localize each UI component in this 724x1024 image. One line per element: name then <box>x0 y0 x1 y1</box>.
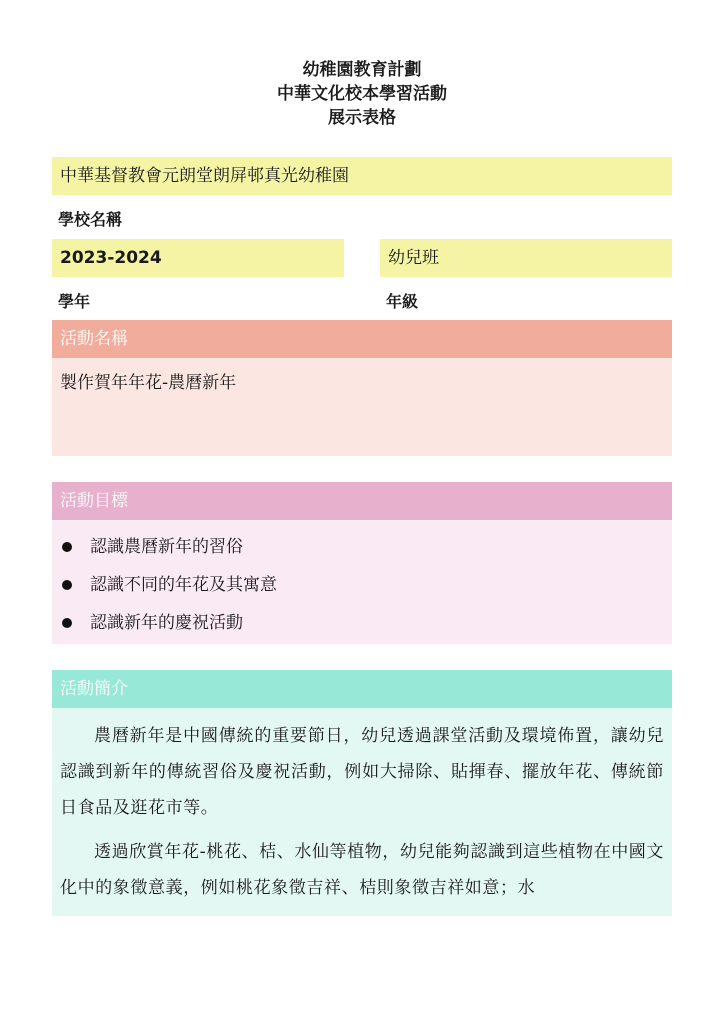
objective-text: 認識新年的慶祝活動 <box>90 613 243 633</box>
introduction-paragraph: 農曆新年是中國傳統的重要節日，幼兒透過課堂活動及環境佈置，讓幼兒認識到新年的傳統習俗及慶祝活動，例如大掃除、貼揮春、擺放年花、傳統節日食品及逛花市等。 <box>60 726 664 818</box>
objectives-box <box>52 520 672 644</box>
grade-field: 幼兒班 <box>380 239 672 277</box>
activity-name-value: 製作賀年年花-農曆新年 <box>60 373 237 393</box>
introduction-heading: 活動簡介 <box>52 670 672 708</box>
bullet-icon <box>62 618 72 628</box>
introduction-box <box>52 708 672 916</box>
grade-label: 年級 <box>386 292 419 311</box>
activity-name-box <box>52 358 672 456</box>
objective-item <box>60 528 664 566</box>
school-name-label: 學校名稱 <box>58 210 123 229</box>
document-title <box>0 58 724 130</box>
objectives-heading: 活動目標 <box>52 482 672 520</box>
school-year-label: 學年 <box>58 292 91 311</box>
bullet-icon <box>62 580 72 590</box>
title-line-3: 展示表格 <box>328 108 396 128</box>
objective-text: 認識農曆新年的習俗 <box>90 537 243 557</box>
objective-item <box>60 566 664 604</box>
activity-name-heading: 活動名稱 <box>52 320 672 358</box>
title-line-1: 幼稚園教育計劃 <box>302 60 422 80</box>
school-name-field: 中華基督教會元朗堂朗屏邨真光幼稚園 <box>52 157 672 195</box>
objective-text: 認識不同的年花及其寓意 <box>90 575 277 595</box>
objectives-list <box>60 528 664 642</box>
bullet-icon <box>62 542 72 552</box>
title-line-2: 中華文化校本學習活動 <box>277 84 447 104</box>
school-year-field: 2023-2024 <box>52 239 344 277</box>
introduction-paragraph: 透過欣賞年花-桃花、桔、水仙等植物，幼兒能夠認識到這些植物在中國文化中的象徵意義，例如桃花象徵吉祥、桔則象徵吉祥如意；水 <box>60 842 664 898</box>
objective-item <box>60 604 664 642</box>
